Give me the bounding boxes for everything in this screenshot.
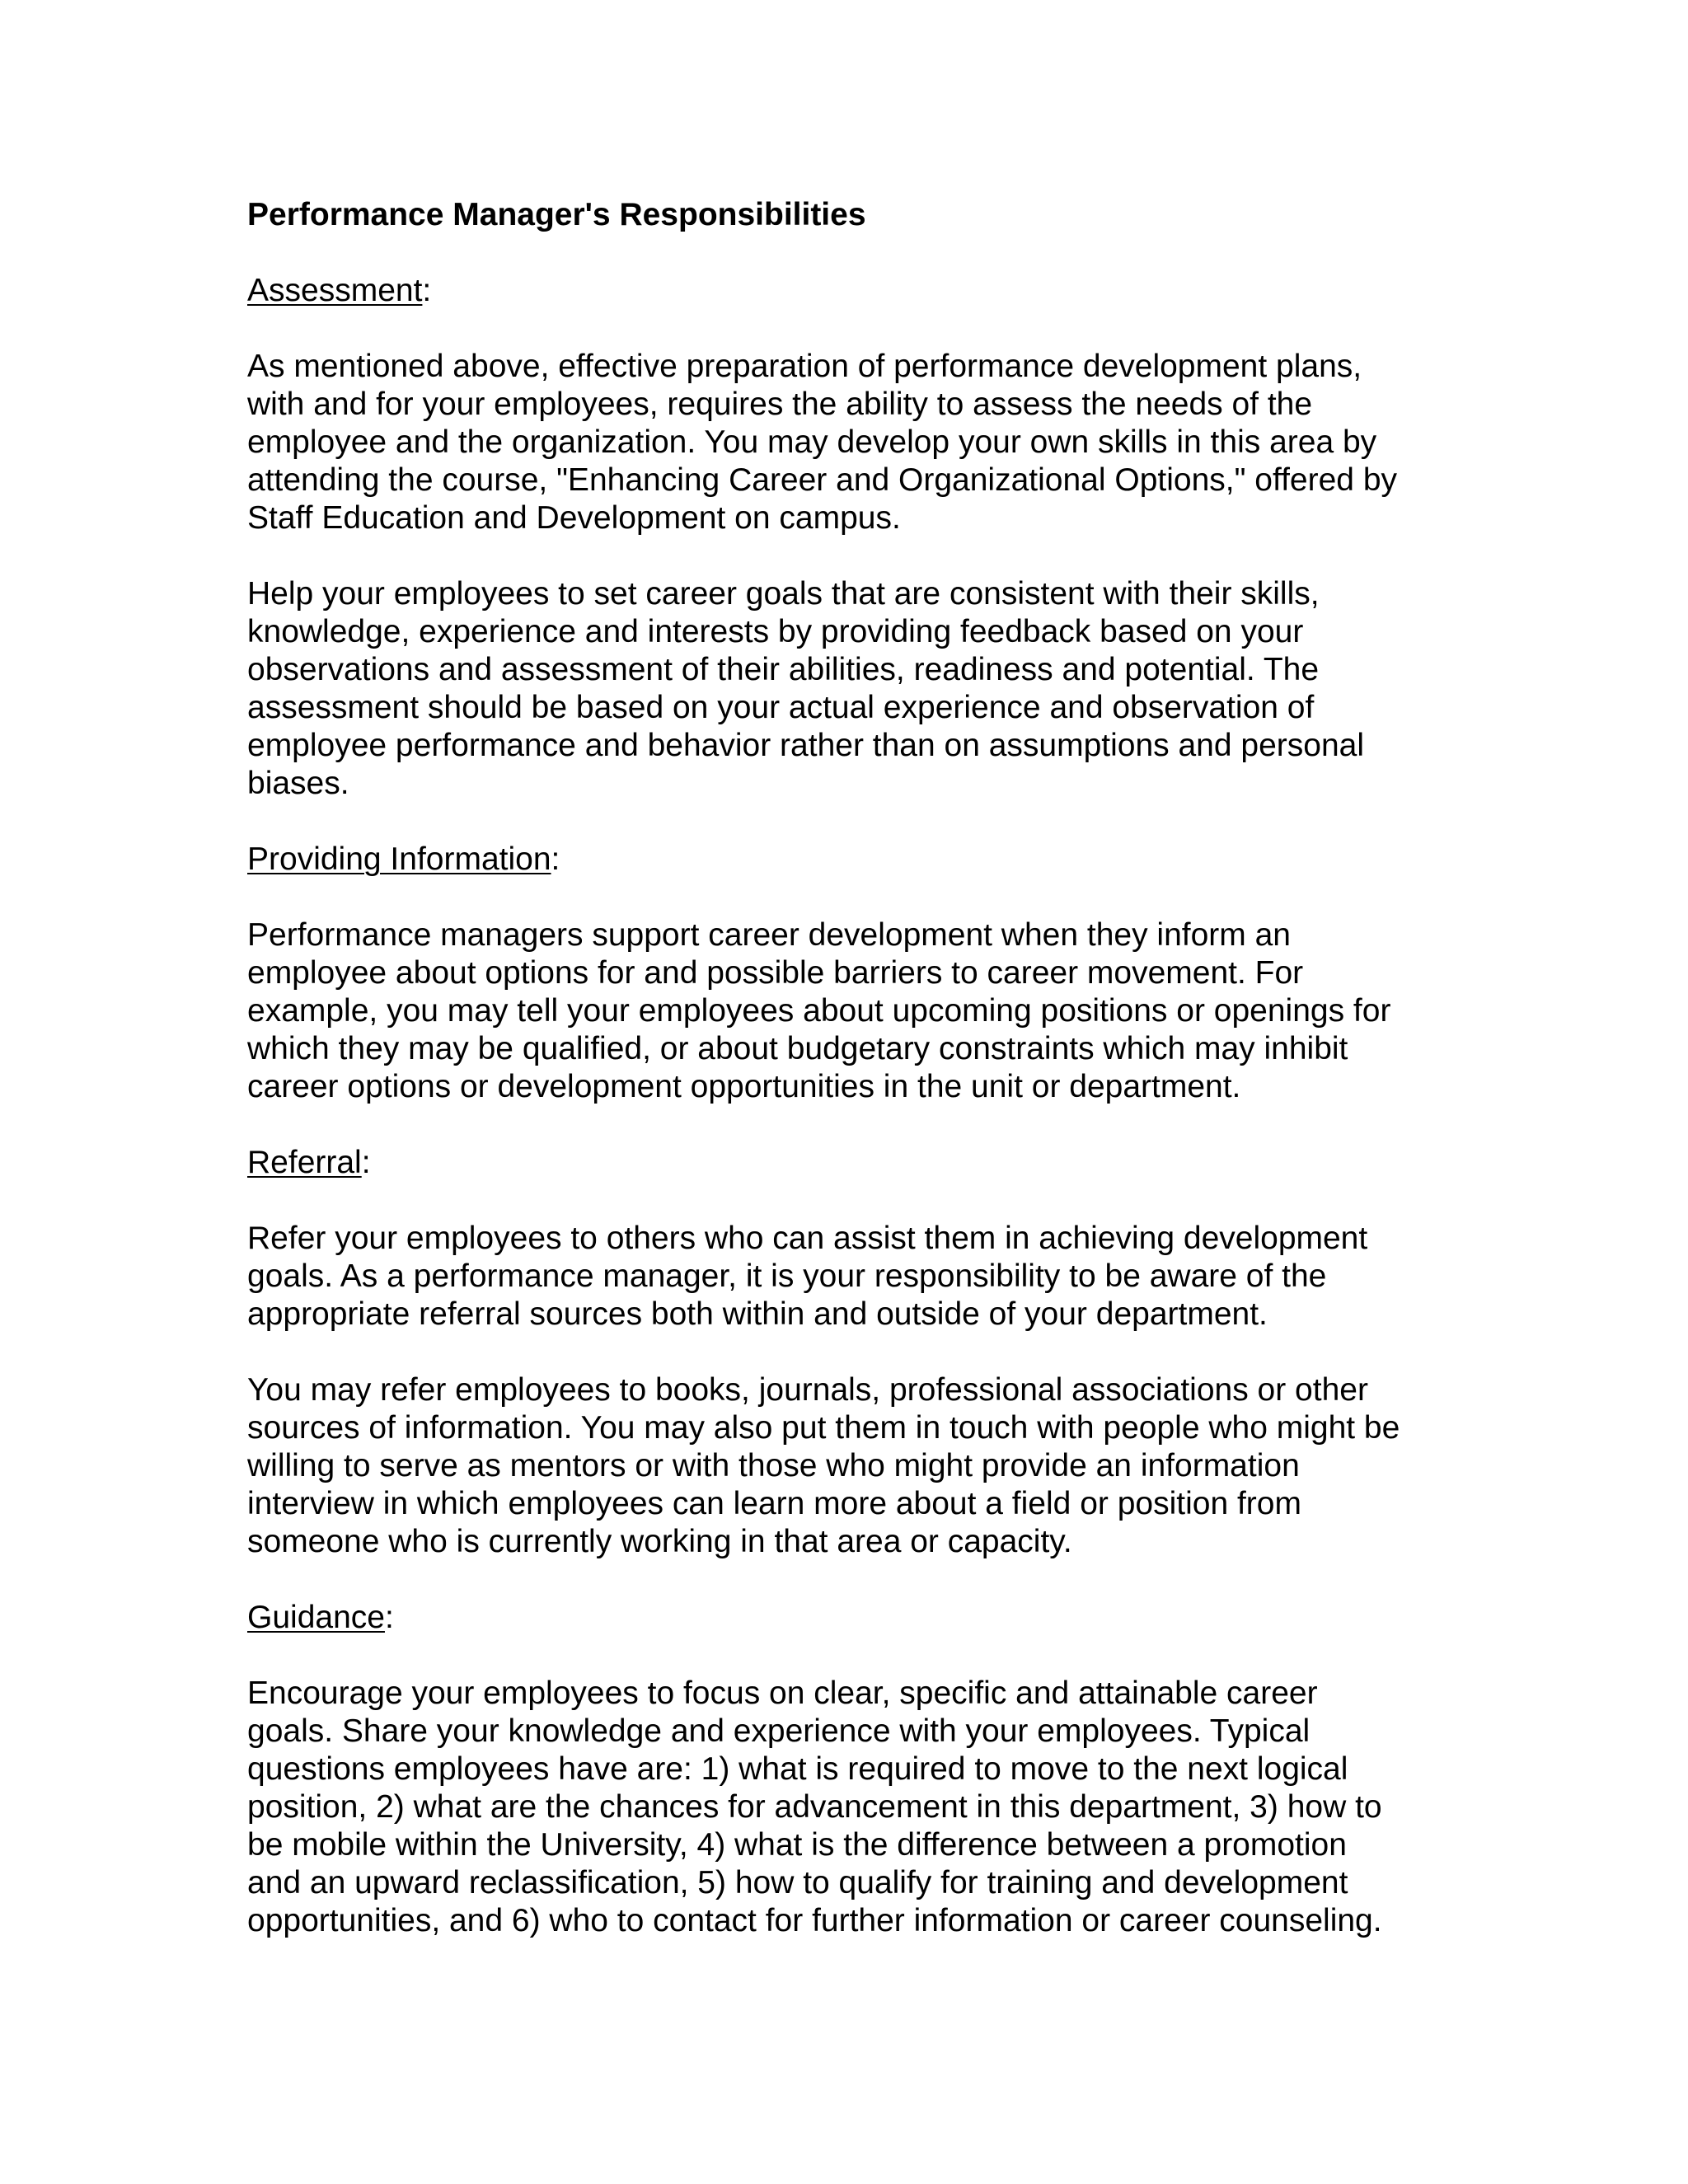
section-heading-text: Assessment [247,273,423,308]
paragraph [247,348,1451,537]
text-line: appropriate referral sources both within and outside of your department. [247,1296,1268,1332]
page-title: Performance Manager's Responsibilities [247,197,866,232]
text-line: someone who is currently working in that area or capacity. [247,1524,1072,1559]
section-heading-text: Referral [247,1145,362,1180]
text-line: interview in which employees can learn more about a field or position from [247,1486,1301,1521]
text-line: employee and the organization. You may develop your own skills in this area by [247,424,1377,460]
paragraph [247,1371,1451,1561]
text-line: knowledge, experience and interests by providing feedback based on your [247,614,1304,649]
text-line: Help your employees to set career goals that are consistent with their skills, [247,576,1320,612]
text-line: goals. As a performance manager, it is your responsibility to be aware of the [247,1258,1327,1294]
text-line: observations and assessment of their abilities, readiness and potential. The [247,652,1320,687]
text-line: sources of information. You may also put them in touch with people who might be [247,1410,1400,1446]
text-line: assessment should be based on your actual experience and observation of [247,690,1315,725]
paragraph [247,575,1451,803]
text-line: Staff Education and Development on campus. [247,500,901,536]
text-line: Encourage your employees to focus on clear, specific and attainable career [247,1675,1318,1711]
text-line: example, you may tell your employees about upcoming positions or openings for [247,993,1391,1029]
section-heading-assessment: Assessment: [247,273,432,308]
text-line: with and for your employees, requires the ability to assess the needs of the [247,387,1313,422]
text-line: be mobile within the University, 4) what is the difference between a promotion [247,1827,1347,1863]
paragraph [247,1675,1451,1940]
text-line: position, 2) what are the chances for advancement in this department, 3) how to [247,1789,1382,1825]
text-line: career options or development opportunities in the unit or department. [247,1069,1241,1104]
text-line: You may refer employees to books, journals, professional associations or other [247,1372,1368,1408]
section-heading-guidance: Guidance: [247,1600,394,1635]
document-page [247,196,1451,1940]
text-line: questions employees have are: 1) what is required to move to the next logical [247,1751,1348,1787]
text-line: opportunities, and 6) who to contact for further information or career counseling. [247,1903,1382,1938]
section-heading-text: Guidance [247,1600,385,1635]
paragraph [247,1220,1451,1333]
paragraph [247,916,1451,1106]
text-line: goals. Share your knowledge and experience with your employees. Typical [247,1713,1311,1749]
text-line: Refer your employees to others who can assist them in achieving development [247,1221,1368,1256]
text-line: biases. [247,766,349,801]
text-line: which they may be qualified, or about budgetary constraints which may inhibit [247,1031,1348,1066]
section-heading-referral: Referral: [247,1145,371,1180]
section-heading-text: Providing Information [247,841,551,877]
text-line: Performance managers support career development when they inform an [247,917,1291,953]
text-line: employee performance and behavior rather than on assumptions and personal [247,728,1365,763]
section-heading-providing-information: Providing Information: [247,841,560,877]
text-line: employee about options for and possible barriers to career movement. For [247,955,1304,991]
text-line: willing to serve as mentors or with those who might provide an information [247,1448,1300,1483]
text-line: As mentioned above, effective preparation of performance development plans, [247,349,1362,384]
text-line: and an upward reclassification, 5) how to qualify for training and development [247,1865,1348,1900]
text-line: attending the course, "Enhancing Career and Organizational Options," offered by [247,462,1398,498]
